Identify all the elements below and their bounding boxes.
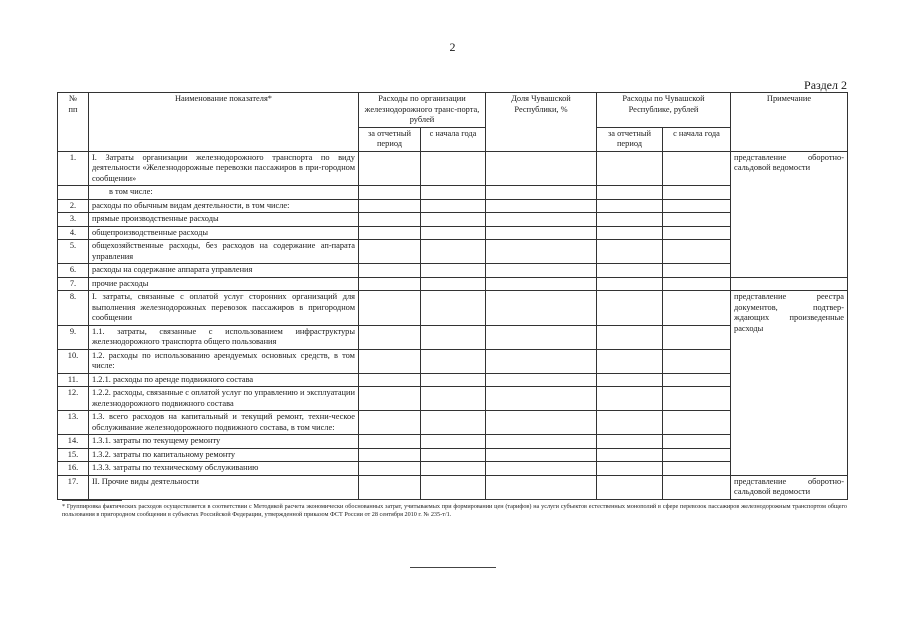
row-num: 7. <box>58 277 89 291</box>
table-row <box>58 349 848 373</box>
row-num: 11. <box>58 373 89 387</box>
row-name: прямые производственные расходы <box>89 213 359 227</box>
row-num <box>58 186 89 200</box>
header-org-year: с начала года <box>421 127 486 151</box>
table-row <box>58 199 848 213</box>
row-name: 1.2.1. расходы по аренде подвижного состава <box>89 373 359 387</box>
row-name: 1.3.2. затраты по капитальному ремонту <box>89 448 359 462</box>
row-num: 13. <box>58 411 89 435</box>
header-org-period: за отчетный период <box>359 127 421 151</box>
table-row <box>58 462 848 476</box>
table-row <box>58 264 848 278</box>
row-num: 2. <box>58 199 89 213</box>
header-org-expenses: Расходы по организации железнодорожного транс-порта, рублей <box>359 93 486 128</box>
row-name: прочие расходы <box>89 277 359 291</box>
table-row <box>58 226 848 240</box>
row-num: 1. <box>58 151 89 186</box>
table-row <box>58 435 848 449</box>
table-row <box>58 277 848 291</box>
row-name: общепроизводственные расходы <box>89 226 359 240</box>
section-label: Раздел 2 <box>804 78 847 92</box>
header-rep-year: с начала года <box>663 127 731 151</box>
table-row <box>58 475 848 499</box>
row-name: 1.3.1. затраты по текущему ремонту <box>89 435 359 449</box>
row-name: I. затраты, связанные с оплатой услуг сторонних организаций для выполнения железнодорожных перевозок пассажиров в пригородном сообщении <box>89 291 359 326</box>
header-share: Доля Чувашской Республики, % <box>486 93 597 152</box>
row-name: 1.2. расходы по использованию арендуемых основных средств, в том числе: <box>89 349 359 373</box>
row-num: 6. <box>58 264 89 278</box>
row-num: 17. <box>58 475 89 499</box>
row-note: представление оборотно-сальдовой ведомости <box>731 151 848 277</box>
row-num: 9. <box>58 325 89 349</box>
table-row <box>58 448 848 462</box>
table-row <box>58 373 848 387</box>
row-note: представление оборотно-сальдовой ведомости <box>731 475 848 499</box>
row-name: расходы по обычным видам деятельности, в том числе: <box>89 199 359 213</box>
table-row <box>58 411 848 435</box>
row-name: I. Затраты организации железнодорожного транспорта по виду деятельности «Железнодорожные перевозки пассажиров в при-городном сообщении» <box>89 151 359 186</box>
table-row <box>58 387 848 411</box>
row-name: расходы на содержание аппарата управления <box>89 264 359 278</box>
row-name: 1.1. затраты, связанные с использованием инфраструктуры железнодорожного транспорта общего пользования <box>89 325 359 349</box>
row-note: представление реестра документов, подтвер-ждающих произведенные расходы <box>731 291 848 476</box>
row-name: 1.3. всего расходов на капитальный и текущий ремонт, техни-ческое обслуживание железнодорожного подвижного состава, в том числе: <box>89 411 359 435</box>
row-name: в том числе: <box>89 186 359 200</box>
header-note: Примечание <box>731 93 848 152</box>
row-name: 1.3.3. затраты по техническому обслуживанию <box>89 462 359 476</box>
table-row <box>58 186 848 200</box>
table-row <box>58 240 848 264</box>
row-num: 14. <box>58 435 89 449</box>
page-number: 2 <box>449 40 456 54</box>
row-num: 8. <box>58 291 89 326</box>
row-num: 5. <box>58 240 89 264</box>
row-num: 3. <box>58 213 89 227</box>
header-rep-expenses: Расходы по Чувашской Республике, рублей <box>597 93 731 128</box>
footnote-divider <box>62 500 122 501</box>
table-row <box>58 151 848 186</box>
footnote: * Группировка фактических расходов осуществляется в соответствии с Методикой расчета экономически обоснованных затрат, учитываемых при формировании цен (тарифов) на услуги субъектов естественных монополий в сфере перевозок пассажиров железнодорожным транспортом общего пользования в пригородном сообщении в субъектах Российской Федерации, утвержденной приказом ФСТ России от 28 сентября 2010 г. № 235-т/1. <box>62 503 847 519</box>
table-row <box>58 325 848 349</box>
header-num: № пп <box>58 93 89 152</box>
row-name: общехозяйственные расходы, без расходов на содержание ап-парата управления <box>89 240 359 264</box>
table-row <box>58 213 848 227</box>
header-name: Наименование показателя* <box>89 93 359 152</box>
expenses-table <box>57 92 848 500</box>
table-row <box>58 291 848 326</box>
row-num: 10. <box>58 349 89 373</box>
header-rep-period: за отчетный период <box>597 127 663 151</box>
row-name: II. Прочие виды деятельности <box>89 475 359 499</box>
row-num: 12. <box>58 387 89 411</box>
row-num: 16. <box>58 462 89 476</box>
bottom-divider <box>410 567 496 568</box>
row-name: 1.2.2. расходы, связанные с оплатой услуг по управлению и эксплуатации железнодорожного подвижного состава <box>89 387 359 411</box>
row-num: 15. <box>58 448 89 462</box>
row-num: 4. <box>58 226 89 240</box>
